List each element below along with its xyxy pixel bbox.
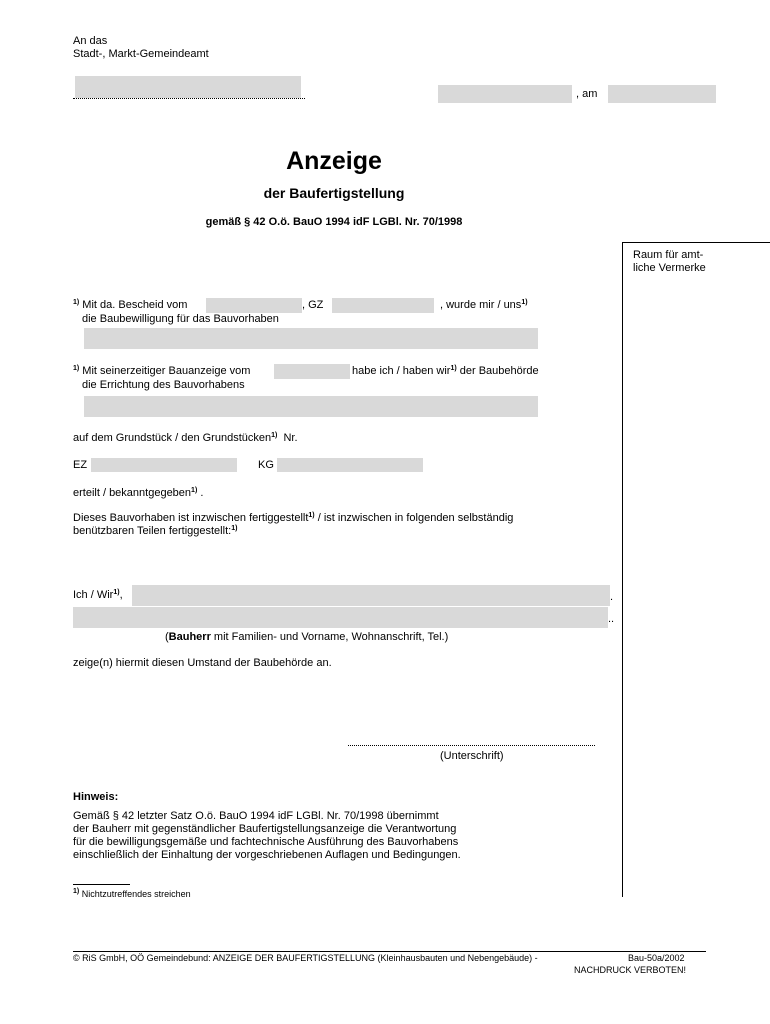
completed-line-2 (73, 525, 237, 537)
notes-box-label-1: Raum für amt- (633, 249, 704, 261)
notification-text-b: habe ich / haben wir (352, 365, 451, 377)
granted-period: . (200, 487, 204, 499)
signature-line[interactable] (348, 745, 595, 746)
footer-copyright: © RiS GmbH, OÖ Gemeindebund: ANZEIGE DER BAUFERTIGSTELLUNG (Kleinhausbauten und Nebengebäude) - (73, 953, 538, 963)
granted-text: erteilt / bekanntgegeben (73, 487, 192, 499)
kg-label: KG (258, 459, 274, 471)
footnote-marker: 1) (271, 432, 278, 439)
notice-line-3: für die bewilligungsgemäße und fachtechnische Ausführung des Bauvorhabens (73, 836, 459, 848)
municipality-dotted-line (73, 98, 305, 99)
notification-line-2: die Errichtung des Bauvorhabens (82, 379, 245, 391)
owner-caption-bold: Bauherr (168, 631, 211, 643)
owner-label-line (73, 589, 123, 601)
completed-text-a: Dieses Bauvorhaben ist inzwischen fertiggestellt (73, 512, 309, 524)
permit-gz-field[interactable] (332, 298, 434, 313)
notification-date-field[interactable] (274, 364, 350, 379)
notification-line (73, 365, 250, 377)
permit-text-b-label: , wurde mir / uns (440, 299, 522, 311)
place-field[interactable] (438, 85, 572, 103)
owner-field-1[interactable] (132, 585, 610, 606)
notification-text-a: Mit seinerzeitiger Bauanzeige vom (82, 365, 251, 377)
owner-caption-rest: mit Familien- und Vorname, Wohnanschrift, Tel.) (210, 631, 449, 643)
date-field[interactable] (608, 85, 716, 103)
law-reference: gemäß § 42 O.ö. BauO 1994 idF LGBl. Nr. 70/1998 (205, 216, 463, 228)
building-project-field-2[interactable] (84, 396, 538, 417)
notes-box-top-border (622, 242, 770, 243)
notice-line-4: einschließlich der Einhaltung der vorgeschriebenen Auflagen und Bedingungen. (73, 849, 461, 861)
footer-form-code: Bau-50a/2002 (628, 953, 685, 963)
footnote-marker: 1) (521, 299, 528, 306)
owner-field-1-dot: . (610, 591, 614, 603)
notice-line-2: der Bauherr mit gegenständlicher Baufertigstellungsanzeige die Verantwortung (73, 823, 457, 835)
footer-rule (73, 951, 706, 952)
notify-statement: zeige(n) hiermit diesen Umstand der Baubehörde an. (73, 657, 332, 669)
permit-text-a: Mit da. Bescheid vom (82, 299, 188, 311)
building-project-field-1[interactable] (84, 328, 538, 349)
permit-line (73, 299, 187, 311)
notification-text-c: der Baubehörde (459, 365, 539, 377)
owner-comma: , (119, 589, 123, 601)
footnote-marker: 1) (113, 589, 120, 596)
property-nr-label: Nr. (283, 432, 298, 444)
footer-reprint-notice: NACHDRUCK VERBOTEN! (574, 965, 687, 975)
completed-text-2: benützbaren Teilen fertiggestellt: (73, 525, 232, 537)
ez-label: EZ (73, 459, 88, 471)
kg-field[interactable] (277, 458, 423, 472)
recipient-line-2: Stadt-, Markt-Gemeindeamt (73, 48, 209, 60)
recipient-line-1: An das (73, 35, 108, 47)
footnote-marker: 1) (191, 487, 198, 494)
footnote-line (73, 889, 191, 899)
signature-label: (Unterschrift) (440, 750, 504, 762)
owner-field-2-dots: .. (608, 613, 615, 625)
permit-line-2: die Baubewilligung für das Bauvorhaben (82, 313, 279, 325)
page-title: Anzeige (286, 147, 382, 175)
property-line (73, 432, 298, 444)
owner-caption (165, 631, 448, 643)
footnote-separator (73, 884, 130, 885)
notice-title: Hinweis: (73, 791, 119, 803)
permit-text-b (440, 299, 528, 311)
permit-gz-label: , GZ (302, 299, 324, 311)
notification-text-bc (352, 365, 539, 377)
permit-date-field[interactable] (206, 298, 302, 313)
notes-box-left-border (622, 242, 623, 897)
page-subtitle: der Baufertigstellung (263, 185, 405, 201)
completed-line-1 (73, 512, 513, 524)
notice-line-1: Gemäß § 42 letzter Satz O.ö. BauO 1994 idF LGBl. Nr. 70/1998 übernimmt (73, 810, 439, 822)
owner-field-2[interactable] (73, 607, 608, 628)
footnote-marker: 1) (73, 365, 80, 372)
footnote-marker: 1) (231, 525, 238, 532)
footnote-marker: 1) (73, 888, 80, 895)
footnote-marker: 1) (73, 299, 80, 306)
owner-caption-open: ( (165, 631, 169, 643)
granted-line (73, 487, 203, 499)
am-label: , am (576, 88, 598, 100)
footnote-marker: 1) (450, 365, 457, 372)
property-text: auf dem Grundstück / den Grundstücken (73, 432, 272, 444)
footnote-text: Nichtzutreffendes streichen (81, 889, 191, 899)
ez-field[interactable] (91, 458, 237, 472)
municipality-field[interactable] (75, 76, 301, 98)
completed-text-b: / ist inzwischen in folgenden selbständig (317, 512, 514, 524)
owner-label: Ich / Wir (73, 589, 114, 601)
footnote-marker: 1) (308, 512, 315, 519)
notes-box-label-2: liche Vermerke (633, 262, 706, 274)
